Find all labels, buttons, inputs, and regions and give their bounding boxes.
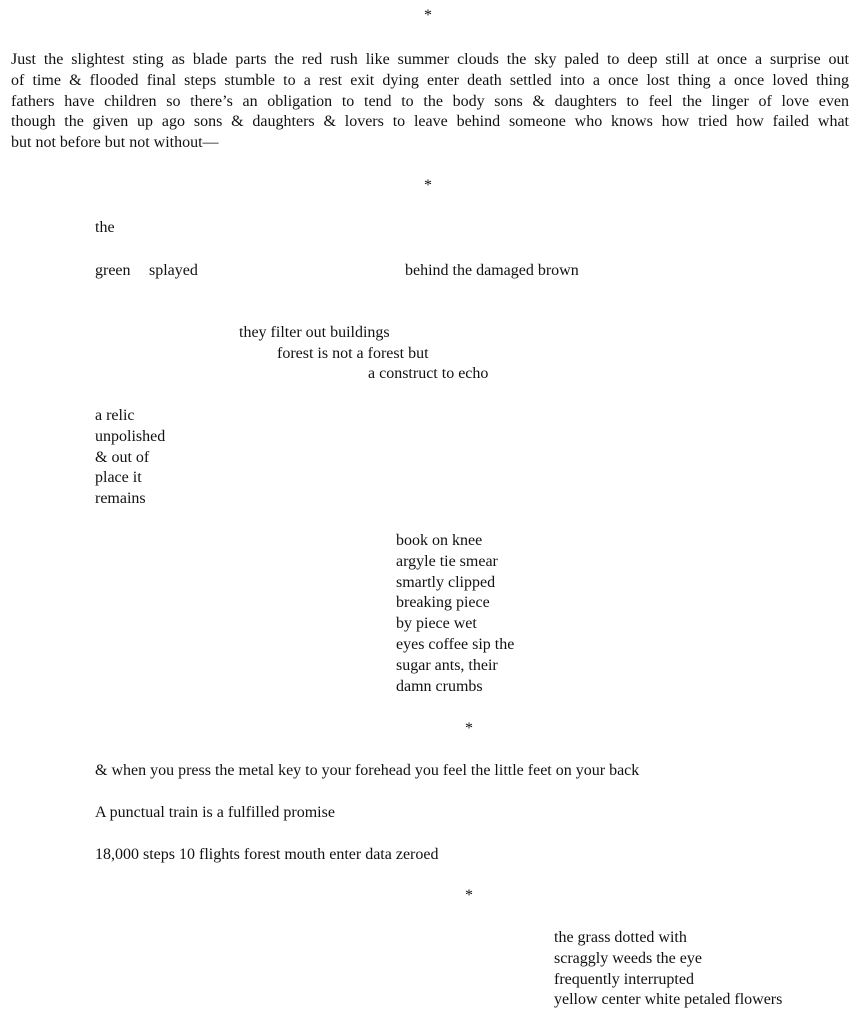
poem-line-metal-key: & when you press the metal key to your forehead you feel the little feet on your back <box>95 762 640 779</box>
poem-line-construct: a construct to echo <box>368 365 489 382</box>
poem-line: book on knee <box>396 532 483 549</box>
section-asterisk-2: * <box>424 177 432 194</box>
poem-line: scraggly weeds the eye <box>554 949 702 967</box>
poem-stanza-grass <box>554 928 782 1011</box>
poem-word-the: the <box>95 219 115 236</box>
poem-stanza-book <box>396 531 514 697</box>
poem-line: & out of <box>95 448 150 466</box>
poem-line: eyes coffee sip the <box>396 635 515 653</box>
poem-line: breaking piece <box>396 594 490 612</box>
poem-line: the grass dotted with <box>554 929 687 946</box>
prose-line-1: Just the slightest sting as blade parts the red rush like summer clouds the sky paled to deep still at once a surprise out <box>11 51 849 68</box>
poem-line: a relic <box>95 407 135 424</box>
poem-line-behind: behind the damaged brown <box>405 262 579 279</box>
prose-line-2: of time & flooded final steps stumble to a rest exit dying enter death settled into a once lost thing a once loved thing <box>11 71 849 89</box>
poem-line: unpolished <box>95 427 166 445</box>
poem-line: remains <box>95 490 146 508</box>
section-asterisk-3: * <box>465 720 473 737</box>
poem-line: by piece wet <box>396 615 477 633</box>
section-asterisk-4: * <box>465 887 473 904</box>
prose-line-5: but not before but not without— <box>11 134 219 152</box>
poem-line-filter: they filter out buildings <box>239 324 390 341</box>
poem-line-steps: 18,000 steps 10 flights forest mouth enter data zeroed <box>95 846 439 863</box>
poem-word-splayed: splayed <box>149 262 198 279</box>
poem-stanza-relic <box>95 406 165 510</box>
prose-paragraph <box>11 50 849 154</box>
poem-line: frequently interrupted <box>554 970 694 988</box>
section-asterisk-1: * <box>424 7 432 24</box>
prose-line-4: though the given up ago sons & daughters & lovers to leave behind someone who knows how tried how failed what <box>11 113 849 131</box>
poem-line-punctual-train: A punctual train is a fulfilled promise <box>95 804 335 821</box>
prose-line-3: fathers have children so there’s an obligation to tend to the body sons & daughters to feel the linger of love even <box>11 92 849 110</box>
poem-line: damn crumbs <box>396 677 483 695</box>
poem-word-green: green <box>95 262 131 279</box>
poem-line: sugar ants, their <box>396 656 498 674</box>
poem-line: place it <box>95 469 142 487</box>
poem-line: yellow center white petaled flowers <box>554 991 783 1009</box>
poem-line-forest: forest is not a forest but <box>277 345 429 362</box>
poem-line: argyle tie smear <box>396 552 498 570</box>
poem-line: smartly clipped <box>396 573 496 591</box>
